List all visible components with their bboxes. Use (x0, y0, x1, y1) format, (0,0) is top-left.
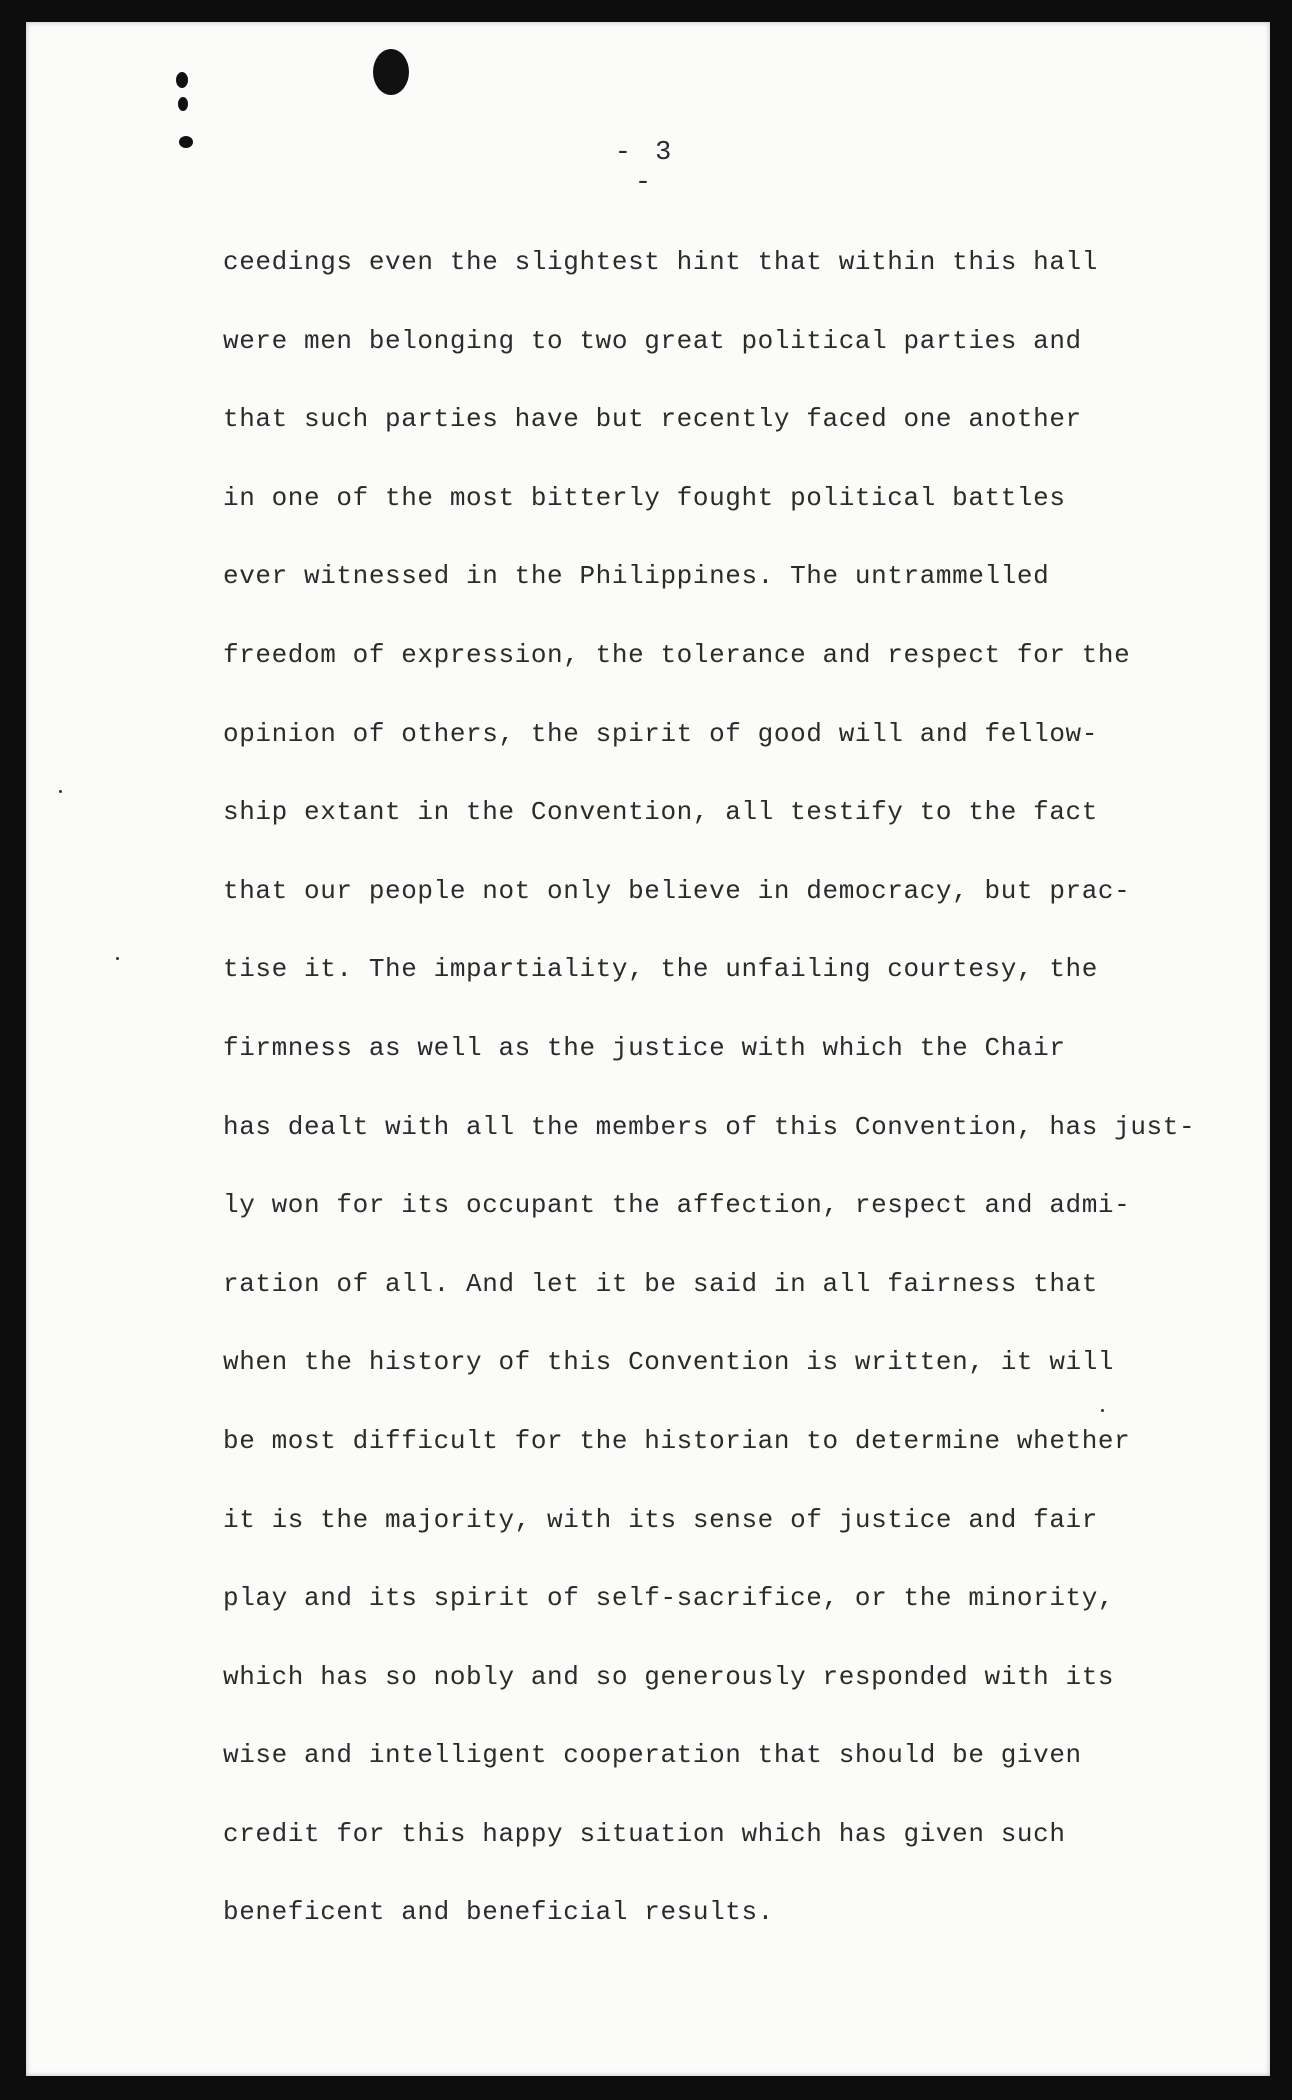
text-line: beneficent and beneficial results. (223, 1897, 774, 1928)
paper-speck (116, 957, 119, 960)
text-line: ceedings even the slightest hint that within this hall (223, 247, 1098, 277)
text-line: were men belonging to two great political parties and (223, 325, 1082, 356)
text-line: when the history of this Convention is written, it will (223, 1347, 1115, 1378)
text-line: firmness as well as the justice with which the Chair (223, 1032, 1066, 1063)
text-line: has dealt with all the members of this Convention, has just- (223, 1111, 1196, 1142)
text-line: opinion of others, the spirit of good will and fellow- (223, 718, 1098, 749)
text-line: play and its spirit of self-sacrifice, or the minority, (223, 1583, 1115, 1614)
text-line: wise and intelligent cooperation that should be given (223, 1740, 1082, 1771)
ink-mark-left (176, 72, 188, 88)
text-line: tise it. The impartiality, the unfailing courtesy, the (223, 954, 1098, 985)
text-line: ship extant in the Convention, all testify to the fact (223, 797, 1098, 828)
text-line: it is the majority, with its sense of justice and fair (223, 1504, 1098, 1535)
text-line: that such parties have but recently faced one another (223, 404, 1082, 435)
text-line: be most difficult for the historian to determine whether (223, 1425, 1131, 1456)
page-number: - 3 - (614, 138, 676, 198)
ink-mark-left-2 (178, 97, 188, 111)
paper-speck (59, 790, 62, 793)
text-line: ever witnessed in the Philippines. The untrammelled (223, 561, 1050, 592)
text-line: in one of the most bitterly fought political battles (223, 482, 1066, 513)
text-line: ration of all. And let it be said in all fairness that (223, 1268, 1098, 1299)
text-line: credit for this happy situation which has given such (223, 1818, 1066, 1849)
text-line: freedom of expression, the tolerance and respect for the (223, 639, 1131, 670)
body-text (223, 240, 1203, 1969)
text-line: ly won for its occupant the affection, respect and admi- (223, 1190, 1131, 1221)
ink-blot-top (373, 49, 409, 95)
ink-mark-left-3 (179, 136, 193, 148)
text-line: that our people not only believe in democracy, but prac- (223, 875, 1131, 906)
text-line: which has so nobly and so generously responded with its (223, 1661, 1115, 1692)
